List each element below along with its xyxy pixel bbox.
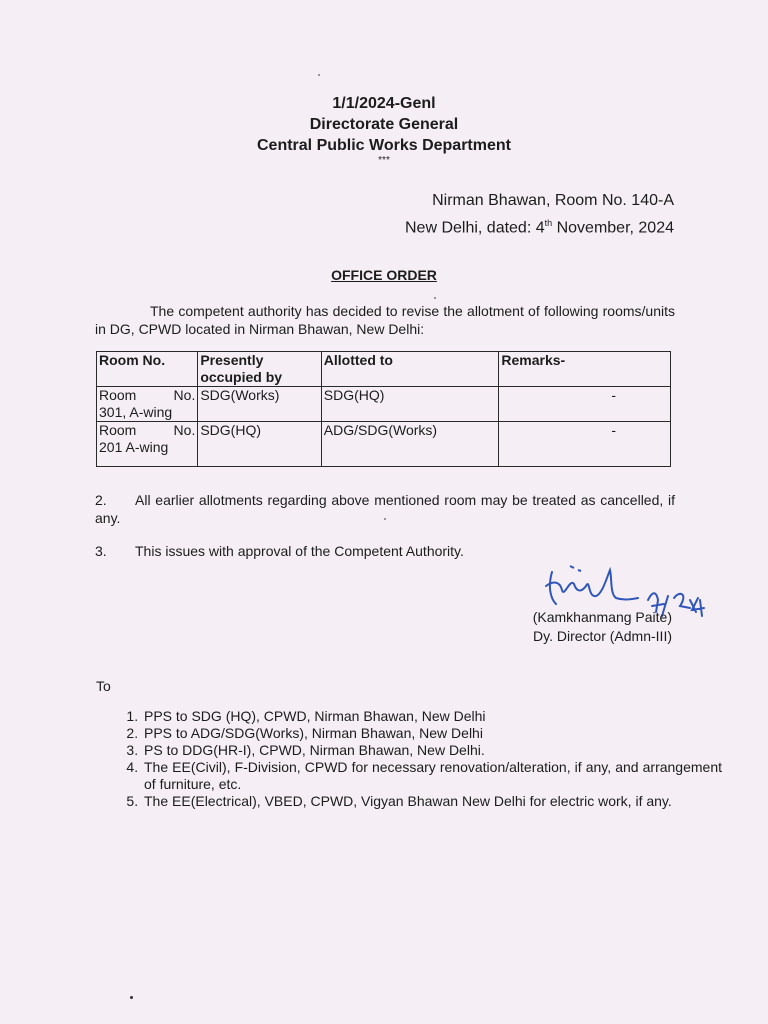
date-suffix-sup: th [544, 218, 553, 228]
remarks-cell: - [499, 422, 671, 467]
remarks-cell: - [499, 387, 671, 422]
org-line-2: Central Public Works Department [257, 137, 511, 154]
occupied-cell: SDG(HQ) [198, 422, 321, 467]
allotted-cell: SDG(HQ) [321, 387, 499, 422]
paragraph-3 [95, 542, 675, 560]
column-header: Allotted to [321, 352, 499, 387]
column-header: Remarks- [499, 352, 671, 387]
document-header [0, 93, 768, 166]
org-line-1: Directorate General [309, 116, 459, 133]
room-no-label: No. [173, 422, 196, 438]
paragraph-2 [95, 491, 675, 527]
list-item: 3. PS to DDG(HR-I), CPWD, Nirman Bhawan, New Delhi. [142, 742, 722, 759]
recipient-list [96, 708, 722, 810]
address-line: Nirman Bhawan, Room No. 140-A [432, 192, 674, 209]
room-number: 201 A-wing [99, 439, 169, 455]
column-header: Room No. [97, 352, 198, 387]
table-row [97, 387, 671, 422]
paragraph-text: All earlier allotments regarding above mentioned room may be treated as cancelled, if any. [95, 492, 675, 526]
list-item: 4. The EE(Civil), F-Division, CPWD for necessary renovation/alteration, if any, and arrangement of furniture, etc. [142, 759, 722, 793]
room-cell [97, 387, 198, 422]
scan-speck [130, 996, 133, 999]
order-title: OFFICE ORDER [331, 267, 437, 283]
room-label: Room [99, 387, 137, 403]
scan-speck [434, 297, 436, 299]
allotment-table [96, 351, 671, 467]
date-line [405, 212, 674, 239]
column-header: Presently occupied by [198, 352, 321, 387]
paragraph-text: This issues with approval of the Competent Authority. [135, 543, 464, 559]
table-row [97, 422, 671, 467]
paragraph-number: 2. [95, 492, 107, 508]
occupied-cell: SDG(Works) [198, 387, 321, 422]
room-label: Room [99, 422, 137, 438]
list-item: 1. PPS to SDG (HQ), CPWD, Nirman Bhawan, New Delhi [142, 708, 722, 725]
scan-speck [384, 518, 386, 520]
date-suffix: November, 2024 [552, 219, 674, 237]
list-item: 2. PPS to ADG/SDG(Works), Nirman Bhawan, New Delhi [142, 725, 722, 742]
signatory-name: (Kamkhanmang Paite) [532, 609, 672, 625]
file-number: 1/1/2024-Genl [332, 95, 436, 112]
room-no-label: No. [173, 387, 196, 403]
intro-paragraph: The competent authority has decided to revise the allotment of following rooms/units in DG, CPWD located in Nirman Bhawan, New Delhi: [95, 303, 675, 337]
date-prefix: New Delhi, dated: 4 [404, 219, 545, 237]
room-cell [97, 422, 198, 467]
header-stars: *** [378, 155, 390, 166]
list-item: 5. The EE(Electrical), VBED, CPWD, Vigyan Bhawan New Delhi for electric work, if any. [142, 793, 722, 810]
table-header-row [97, 352, 671, 387]
allotted-cell: ADG/SDG(Works) [321, 422, 499, 467]
signatory-designation: Dy. Director (Admn-III) [533, 628, 672, 644]
signatory-block [520, 608, 672, 646]
address-block [405, 190, 674, 239]
to-label: To [96, 678, 111, 694]
paragraph-number: 3. [95, 543, 107, 559]
room-number: 301, A-wing [99, 404, 173, 420]
scan-speck [318, 74, 320, 76]
